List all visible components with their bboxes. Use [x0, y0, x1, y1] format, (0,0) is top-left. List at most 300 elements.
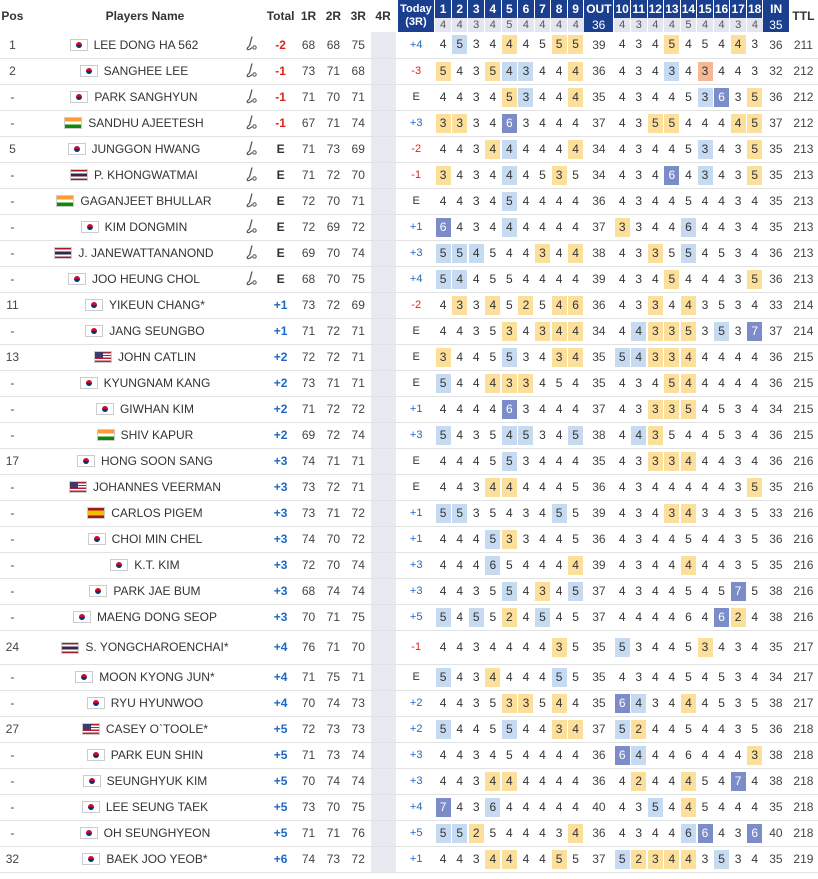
hole-score-cell — [468, 690, 485, 716]
player-name[interactable]: CHOI MIN CHEL — [111, 532, 203, 547]
table-row[interactable] — [0, 690, 818, 716]
hole-score-cell — [551, 266, 568, 292]
hole-score: 5 — [452, 244, 467, 263]
hole-score-cell — [468, 794, 485, 820]
hole-score: 5 — [485, 62, 500, 81]
player-total: +3 — [273, 558, 288, 572]
par-hole-2: 4 — [451, 18, 468, 32]
player-name[interactable]: KYUNGNAM KANG — [103, 376, 211, 391]
player-name[interactable]: PARK JAE BUM — [113, 584, 201, 599]
hole-score-cell — [713, 370, 730, 396]
hole-score: 4 — [651, 583, 659, 598]
hole-score: 4 — [681, 556, 696, 575]
hole-score: 3 — [635, 401, 643, 416]
table-row[interactable] — [0, 500, 818, 526]
player-pos: - — [10, 506, 15, 520]
player-name[interactable]: MAENG DONG SEOP — [96, 610, 217, 625]
player-name-cell[interactable] — [25, 162, 265, 188]
par-hole-5: 5 — [501, 18, 518, 32]
hole-score: 6 — [681, 218, 696, 237]
hole-score-cell — [501, 604, 518, 630]
player-name-cell[interactable] — [25, 500, 265, 526]
round-1-score: 71 — [301, 168, 316, 182]
player-pos: 24 — [5, 640, 20, 654]
hole-score-cell — [730, 396, 747, 422]
player-name-cell[interactable] — [25, 552, 265, 578]
hole-score-cell — [647, 214, 664, 240]
hole-score: 4 — [718, 167, 725, 182]
hole-score: 3 — [522, 401, 530, 416]
hole-score: 4 — [718, 271, 725, 286]
table-row[interactable] — [0, 768, 818, 794]
hole-score-cell — [534, 500, 551, 526]
hole-score-cell — [647, 526, 664, 552]
player-name-cell[interactable] — [25, 630, 265, 664]
hole-score-cell — [501, 742, 518, 768]
player-name-cell[interactable] — [25, 474, 265, 500]
hole-score: 3 — [535, 322, 550, 341]
today-score: +3 — [409, 247, 423, 259]
round-3-score: 75 — [351, 272, 365, 286]
hole-score: 4 — [539, 115, 546, 130]
hole-score-cell — [451, 266, 468, 292]
hole-score: 3 — [734, 721, 742, 736]
hole-score: 4 — [734, 799, 742, 814]
hole-score-cell — [680, 396, 697, 422]
hole-score-cell — [501, 820, 518, 846]
hole-score-cell — [534, 422, 551, 448]
hole-score: 4 — [552, 322, 567, 341]
flag-icon — [70, 39, 88, 51]
table-row[interactable] — [0, 396, 818, 422]
hole-score: 3 — [635, 453, 643, 468]
player-name[interactable]: YIKEUN CHANG* — [108, 298, 205, 313]
player-name-cell[interactable] — [25, 318, 265, 344]
flag-icon — [61, 642, 79, 654]
hole-score: 4 — [618, 271, 626, 286]
col-today — [398, 0, 435, 32]
hole-score: 5 — [714, 322, 729, 341]
hole-score-cell — [501, 846, 518, 872]
hole-score: 4 — [456, 453, 464, 468]
player-name[interactable]: LEE SEUNG TAEK — [105, 800, 209, 815]
player-name[interactable]: P. KHONGWATMAI — [94, 168, 198, 183]
player-name[interactable]: SANDHU AJEETESH — [88, 116, 204, 131]
hole-score-cell — [647, 240, 664, 266]
hole-score: 4 — [456, 479, 464, 494]
round-3-score: 68 — [351, 64, 365, 78]
hole-score: 5 — [685, 583, 692, 598]
hole-score: 5 — [502, 348, 517, 367]
hole-score-cell — [680, 58, 697, 84]
player-name-cell[interactable] — [25, 292, 265, 318]
hole-score-cell — [697, 84, 714, 110]
hole-score: 5 — [489, 271, 497, 286]
player-name-cell[interactable] — [25, 820, 265, 846]
total-strokes: 215 — [793, 428, 814, 442]
hole-score: 4 — [572, 695, 579, 710]
hole-score-cell — [451, 58, 468, 84]
hole-score: 3 — [734, 89, 742, 104]
player-name[interactable]: GAGANJEET BHULLAR — [80, 194, 212, 209]
table-row[interactable] — [0, 370, 818, 396]
hole-score-cell — [713, 136, 730, 162]
table-row[interactable] — [0, 344, 818, 370]
player-name[interactable]: HONG SOON SANG — [100, 454, 213, 469]
hole-score: 4 — [618, 479, 626, 494]
hole-score-cell — [518, 292, 535, 318]
round-2-score: 74 — [326, 696, 341, 710]
player-name-cell[interactable] — [25, 768, 265, 794]
hole-score: 5 — [648, 798, 663, 817]
player-name[interactable]: JOHN CATLIN — [118, 350, 196, 365]
total-strokes: 218 — [793, 826, 814, 840]
par-hole-4: 4 — [485, 18, 502, 32]
player-name-cell[interactable] — [25, 84, 265, 110]
hole-score: 4 — [555, 427, 563, 442]
hole-score: 4 — [718, 773, 725, 788]
hole-score-cell — [567, 32, 584, 58]
player-name[interactable]: SHIV KAPUR — [120, 428, 194, 443]
hole-score-cell — [501, 448, 518, 474]
hole-score: 3 — [472, 639, 480, 654]
hole-score-cell — [730, 266, 747, 292]
table-row[interactable] — [0, 136, 818, 162]
player-name[interactable]: SANGHEE LEE — [103, 64, 189, 79]
round-4-score — [371, 344, 396, 370]
in-score: 35 — [769, 220, 783, 234]
hole-score: 5 — [489, 825, 497, 840]
hole-score-cell — [614, 664, 631, 690]
hole-score-cell — [697, 58, 714, 84]
round-1-score: 72 — [301, 558, 316, 572]
hole-score-cell — [501, 136, 518, 162]
hole-score: 3 — [635, 245, 643, 260]
player-name[interactable]: RYU HYUNWOO — [110, 696, 204, 711]
in-score: 35 — [769, 640, 783, 654]
player-name[interactable]: OH SEUNGHYEON — [103, 826, 211, 841]
hole-score: 3 — [734, 401, 742, 416]
player-name[interactable]: PARK SANGHYUN — [94, 90, 198, 105]
hole-score-cell — [534, 794, 551, 820]
hole-score-cell — [614, 604, 631, 630]
hole-score-cell — [468, 162, 485, 188]
player-name-cell[interactable] — [25, 578, 265, 604]
hole-score: 4 — [555, 271, 563, 286]
hole-score: 5 — [506, 271, 513, 286]
hole-score-cell — [730, 552, 747, 578]
hole-score-cell — [730, 136, 747, 162]
hole-score: 3 — [664, 400, 679, 419]
player-name[interactable]: SEUNGHYUK KIM — [106, 774, 208, 789]
round-3-score: 71 — [351, 194, 365, 208]
hole-score: 4 — [439, 639, 447, 654]
player-name-cell[interactable] — [25, 136, 265, 162]
hole-score-cell — [518, 188, 535, 214]
hole-score: 7 — [731, 772, 746, 791]
table-row[interactable] — [0, 578, 818, 604]
hole-score-cell — [551, 690, 568, 716]
hole-score: 2 — [731, 608, 746, 627]
total-strokes: 218 — [793, 800, 814, 814]
hole-score: 5 — [747, 478, 762, 497]
hole-score-cell — [697, 552, 714, 578]
hole-score-cell — [567, 768, 584, 794]
table-row[interactable] — [0, 292, 818, 318]
hole-score: 3 — [635, 531, 643, 546]
round-4-score — [371, 240, 396, 266]
table-row[interactable] — [0, 794, 818, 820]
table-row[interactable] — [0, 188, 818, 214]
player-total: +2 — [273, 428, 288, 442]
player-name-cell[interactable] — [25, 604, 265, 630]
player-name[interactable]: K.T. KIM — [134, 558, 180, 573]
hole-score: 4 — [618, 193, 626, 208]
hole-score: 4 — [502, 426, 517, 445]
hole-score: 4 — [555, 531, 563, 546]
hole-score-cell — [435, 292, 452, 318]
hole-score: 4 — [472, 721, 480, 736]
round-2-score: 71 — [326, 826, 341, 840]
round-1-score: 73 — [301, 506, 316, 520]
table-row[interactable] — [0, 526, 818, 552]
table-row[interactable] — [0, 474, 818, 500]
hole-score: 5 — [664, 374, 679, 393]
player-name-cell[interactable] — [25, 110, 265, 136]
hole-score: 5 — [718, 297, 725, 312]
hole-score: 3 — [522, 505, 530, 520]
player-name-cell[interactable] — [25, 846, 265, 872]
hole-score-cell — [647, 630, 664, 664]
hole-score: 4 — [456, 773, 464, 788]
hole-score: 5 — [469, 608, 484, 627]
flag-icon — [82, 801, 100, 813]
hole-score: 4 — [485, 374, 500, 393]
player-pos: - — [10, 774, 15, 788]
player-name[interactable]: JOHANNES VEERMAN — [92, 480, 221, 495]
total-strokes: 213 — [793, 220, 814, 234]
table-row[interactable] — [0, 742, 818, 768]
hole-score-cell — [501, 422, 518, 448]
table-row[interactable] — [0, 240, 818, 266]
player-pos: 13 — [5, 350, 20, 364]
table-row[interactable] — [0, 820, 818, 846]
player-name-cell[interactable] — [25, 32, 265, 58]
player-total: +2 — [273, 350, 288, 364]
hole-score-cell — [730, 448, 747, 474]
flag-icon — [81, 221, 99, 233]
hole-score: 4 — [522, 639, 530, 654]
hole-score: 4 — [668, 583, 676, 598]
hole-score-cell — [630, 162, 647, 188]
table-row[interactable] — [0, 664, 818, 690]
flag-icon — [80, 827, 98, 839]
hole-score: 5 — [502, 88, 517, 107]
table-row[interactable] — [0, 422, 818, 448]
round-3-score: 71 — [351, 350, 365, 364]
player-name-cell[interactable] — [25, 690, 265, 716]
round-1-score: 76 — [301, 640, 316, 654]
hole-score-cell — [664, 742, 681, 768]
hole-score-cell — [501, 768, 518, 794]
player-name-cell[interactable] — [25, 716, 265, 742]
round-2-score: 71 — [326, 64, 341, 78]
out-score: 39 — [592, 37, 606, 52]
hole-score: 4 — [631, 322, 646, 341]
hole-score: 3 — [664, 322, 679, 341]
hole-score: 5 — [751, 557, 759, 572]
hole-score: 3 — [522, 531, 530, 546]
hole-score: 5 — [718, 695, 725, 710]
hole-score: 3 — [698, 88, 713, 107]
hole-score-cell — [664, 32, 681, 58]
player-name[interactable]: LEE DONG HA 562 — [93, 38, 199, 53]
hole-score: 4 — [701, 193, 709, 208]
hole-score-cell — [567, 370, 584, 396]
hole-score: 4 — [651, 479, 659, 494]
hole-score-cell — [468, 526, 485, 552]
player-name[interactable]: S. YONGCHAROENCHAI* — [85, 641, 229, 655]
hole-score: 3 — [664, 62, 679, 81]
player-name-cell[interactable] — [25, 396, 265, 422]
round-4-score — [371, 84, 396, 110]
hole-score: 3 — [502, 322, 517, 341]
player-name[interactable]: JANG SEUNGBO — [109, 324, 205, 339]
player-name-cell[interactable] — [25, 794, 265, 820]
hole-score-cell — [713, 266, 730, 292]
table-row[interactable] — [0, 32, 818, 58]
hole-score: 4 — [668, 695, 676, 710]
total-strokes: 215 — [793, 402, 814, 416]
hole-score: 4 — [651, 531, 659, 546]
player-name-cell[interactable] — [25, 240, 265, 266]
player-name[interactable]: CARLOS PIGEM — [111, 506, 203, 521]
round-2-score: 69 — [326, 220, 341, 234]
hole-score: 5 — [572, 479, 579, 494]
hole-score-cell — [451, 240, 468, 266]
table-row[interactable] — [0, 84, 818, 110]
hole-score: 4 — [668, 721, 676, 736]
table-row[interactable] — [0, 630, 818, 664]
table-row[interactable] — [0, 448, 818, 474]
table-row[interactable] — [0, 552, 818, 578]
player-name[interactable]: J. JANEWATTANANOND — [78, 246, 214, 261]
hole-score: 4 — [439, 773, 447, 788]
player-name-cell[interactable] — [25, 344, 265, 370]
hole-score: 3 — [522, 349, 530, 364]
hole-score: 3 — [701, 323, 709, 338]
hole-score: 4 — [651, 669, 659, 684]
player-name-cell[interactable] — [25, 188, 265, 214]
hole-score: 2 — [631, 850, 646, 869]
flag-icon — [94, 351, 112, 363]
hole-score-cell — [664, 110, 681, 136]
hole-score-cell — [664, 604, 681, 630]
table-row[interactable] — [0, 162, 818, 188]
table-row[interactable] — [0, 846, 818, 872]
hole-score-cell — [664, 344, 681, 370]
hole-score-cell — [713, 690, 730, 716]
flag-icon — [70, 169, 88, 181]
hole-score: 5 — [568, 426, 583, 445]
hole-score-cell — [746, 292, 763, 318]
hole-score: 3 — [635, 479, 643, 494]
hole-score: 5 — [668, 245, 676, 260]
player-name-cell[interactable] — [25, 742, 265, 768]
hole-score: 4 — [651, 773, 659, 788]
hole-score-cell — [614, 794, 631, 820]
hole-score-cell — [647, 188, 664, 214]
hole-score-cell — [713, 188, 730, 214]
table-row[interactable] — [0, 266, 818, 292]
hole-score: 4 — [651, 141, 659, 156]
hole-score-cell — [567, 266, 584, 292]
player-name-cell[interactable] — [25, 370, 265, 396]
player-name[interactable]: GIWHAN KIM — [119, 402, 194, 417]
hole-16: 16 — [714, 2, 729, 16]
table-row[interactable] — [0, 604, 818, 630]
hole-score: 4 — [618, 669, 626, 684]
hole-score-cell — [551, 742, 568, 768]
in-score: 36 — [769, 272, 783, 286]
round-2-score: 72 — [326, 324, 341, 338]
table-row[interactable] — [0, 318, 818, 344]
out-score: 37 — [592, 584, 606, 598]
table-row[interactable] — [0, 716, 818, 742]
hole-score: 5 — [436, 270, 451, 289]
table-row[interactable] — [0, 214, 818, 240]
hole-score: 2 — [502, 608, 517, 627]
player-name[interactable]: PARK EUN SHIN — [110, 748, 204, 763]
hole-score-cell — [567, 162, 584, 188]
player-name-cell[interactable] — [25, 422, 265, 448]
player-name-cell[interactable] — [25, 58, 265, 84]
round-3-score: 75 — [351, 37, 365, 52]
table-row[interactable] — [0, 110, 818, 136]
player-name[interactable]: KIM DONGMIN — [104, 220, 188, 235]
hole-score-cell — [518, 578, 535, 604]
player-name-cell[interactable] — [25, 664, 265, 690]
player-name[interactable]: JOO HEUNG CHOL — [91, 272, 200, 287]
hole-score: 5 — [615, 850, 630, 869]
hole-score-cell — [713, 630, 730, 664]
flag-icon — [96, 403, 114, 415]
hole-score-cell — [630, 500, 647, 526]
hole-score: 4 — [751, 609, 759, 624]
hole-score: 4 — [539, 669, 546, 684]
player-name[interactable]: CASEY O`TOOLE* — [105, 722, 209, 737]
player-name-cell[interactable] — [25, 448, 265, 474]
hole-score-cell — [630, 630, 647, 664]
hole-score-cell — [647, 422, 664, 448]
hole-score-cell — [730, 58, 747, 84]
par-hole-16: 4 — [713, 18, 730, 32]
hole-score: 4 — [539, 401, 546, 416]
hole-score-cell — [518, 630, 535, 664]
player-name-cell[interactable] — [25, 214, 265, 240]
player-name[interactable]: JUNGGON HWANG — [91, 142, 201, 157]
player-name-cell[interactable] — [25, 526, 265, 552]
table-row[interactable] — [0, 58, 818, 84]
hole-score-cell — [664, 240, 681, 266]
hole-score-cell — [567, 742, 584, 768]
player-name[interactable]: MOON KYONG JUN* — [99, 670, 215, 685]
hole-score: 4 — [456, 609, 464, 624]
player-name[interactable]: BAEK JOO YEOB* — [106, 852, 208, 867]
today-score: E — [412, 195, 420, 207]
player-name-cell[interactable] — [25, 266, 265, 292]
hole-score: 6 — [436, 218, 451, 237]
